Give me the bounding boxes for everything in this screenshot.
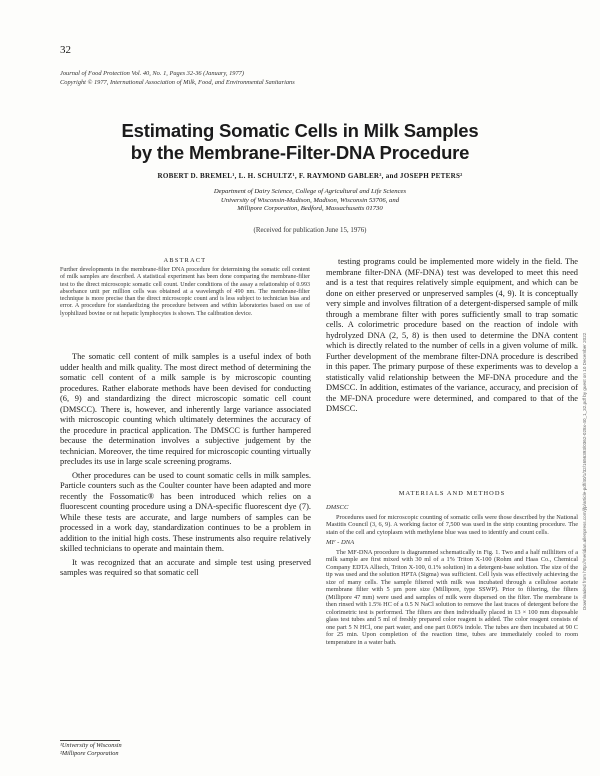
methods-heading: MATERIALS AND METHODS	[398, 490, 506, 497]
methods-body	[326, 501, 578, 646]
right-column-body	[326, 257, 578, 418]
footnotes	[60, 742, 300, 758]
abstract-heading: ABSTRACT	[163, 257, 207, 264]
copyright-line: Copyright © 1977, International Association of Milk, Food, and Environmental Sanitarians	[60, 78, 295, 86]
paragraph: It was recognized that an accurate and simple test using preserved samples was required so that somatic cell	[60, 557, 311, 577]
paragraph: Other procedures can be used to count somatic cells in milk samples. Particle counters such as the Coulter counter have been adapted and more recently the Fossomatic® has been introduced which relies on a fluorescent counting procedure using a DNA-specific fluorescent dye (7). While these tests are accurate, and large numbers of samples can be processed in a work day, standardization continues to be a problem in addition to the initial high costs. These instruments also require relatively skilled technicians to operate and maintain them.	[60, 470, 311, 553]
title-line: by the Membrane-Filter-DNA Procedure	[130, 142, 470, 163]
margin-note: Downloaded from http://meridian.allenpress.com/jfp/article-pdf/40/1/32/1656393/0362-028x-40_1_32.pdf by guest on 10 December 2022	[582, 332, 587, 610]
author-list: ROBERT D. BREMEL¹, L. H. SCHULTZ¹, F. RAYMOND GABLER², and JOSEPH PETERS²	[157, 172, 463, 180]
subsection-heading: MF - DNA	[326, 539, 355, 546]
received-date: (Received for publication June 15, 1976)	[253, 227, 367, 234]
journal-line: Journal of Food Protection Vol. 40, No. 1, Pages 32-36 (January, 1977)	[60, 70, 245, 77]
affiliation-line: Millipore Corporation, Bedford, Massachusetts 01730	[237, 205, 383, 213]
affiliation-line: University of Wisconsin-Madison, Madison, Wisconsin 53706, and	[220, 196, 400, 204]
affiliation-line: Department of Dairy Science, College of Agricultural and Life Sciences	[213, 188, 407, 195]
paragraph: The MF-DNA procedure is diagrammed schematically in Fig. 1. Two and a half milliliters of a milk sample are first mixed with 30 ml of a 1% Triton X-100 (Rohm and Haas Co., Chemical Company EDTA Alltech, Triton X-100, 0.1% solution) in a detergent-base solution. The size of the tip was used and the solution HPTA (Sigma) was sufficient. Cell lysis was effectively achieving the size of many cells. The sample filtered with milk was incubated through a cellulose acetate membrane filter with 5 µm pore size (Millipore, type SSWP). Prior to filtering, the filters (Millipore 47 mm) were used and samples of milk were dispersed on the filter. The membrane is then rinsed with 1.5% HC of a 0.5 N NaCl solution to remove the last traces of detergent before the colorimetric test is performed. The filters are then individually placed in 13 × 100 mm disposable glass test tubes and 5 ml of freshly prepared color reagent is added. The color reagent consists of one part 5 N HCl, one part water, and one part 0.06% indole. The tubes are then incubated at 90 C for 25 min. Upon completion of the reaction time, tubes are immediately cooled to room temperature in a water bath.	[326, 548, 578, 646]
footnote: ¹University of Wisconsin	[60, 742, 122, 749]
paragraph: The somatic cell content of milk samples is a useful index of both udder health and milk quality. The most direct method of determining the somatic cell content of a milk sample is by microscopic counting procedures. Rather elaborate methods have been devised for conducting (6, 9) and standardizing the direct microscopic somatic cell count (DMSCC). There is, however, and inherently large variance associated with microscopic counting which ultimately determines the accuracy of the procedure in practical application. The DMSCC is further hampered because the determination involves a subjective judgement by the technician. Moreover, the time required for microscopic counting virtually precludes its use in large scale screening programs.	[60, 352, 311, 466]
download-watermark	[582, 180, 592, 610]
page-number: 32	[60, 44, 71, 56]
footnote: ²Millipore Corporation	[60, 750, 119, 757]
affiliations	[130, 188, 490, 214]
abstract-text: Further developments in the membrane-filter DNA procedure for determining the somatic cell content of milk samples are described. A statistical experiment has been done comparing the membrane-filter test to the direct microscopic somatic cell count. Under conditions of the assay a relationship of 0.993 absorbance unit per million cells was obtained at a wavelength of 490 nm. The membrane-filter technique is more precise than the direct microscopic count and is less subject to technician bias and error. A procedure for standardizing the procedure between and within laboratories based on use of lyophilized bovine or rat hepatic lymphocytes is shown. The calibration device.	[60, 267, 310, 317]
subsection-heading: DMSCC	[326, 504, 349, 511]
title-line: Estimating Somatic Cells in Milk Samples	[121, 120, 479, 141]
journal-citation	[60, 70, 390, 87]
left-column-body	[60, 352, 311, 582]
paragraph: testing programs could be implemented more widely in the field. The membrane filter-DNA (MF-DNA) test was developed to meet this need and is a test that requires relatively simple equipment, and which can be done on either preserved or unpreserved samples (4, 9). It is conceptually very simple and involves filtration of a detergent-dispersed sample of milk through a membrane filter with pores sufficiently small to trap somatic cells. A colorimetric procedure based on the reaction of indole with hydrolyzed DNA (2, 5, 8) is then used to determine the DNA content which is directly related to the number of cells in a given volume of milk. Further development of the membrane filter-DNA procedure is described in this paper. The primary purpose of these experiments was to develop a statistically valid relationship between the MF-DNA procedure and the DMSCC. In addition, estimates of the variance, accuracy, and precision of the MF-DNA procedure were determined, and compared to that of the DMSCC.	[326, 257, 578, 413]
article-title	[0, 120, 600, 164]
paragraph: Procedures used for microscopic counting of somatic cells were those described by the National Mastitis Council (3, 6, 9). A working factor of 7,500 was used in the strip counting procedure. The stain of the cell and cytoplasm with methylene blue was used to identify and count cells.	[326, 513, 578, 536]
footnote-rule	[60, 740, 120, 741]
